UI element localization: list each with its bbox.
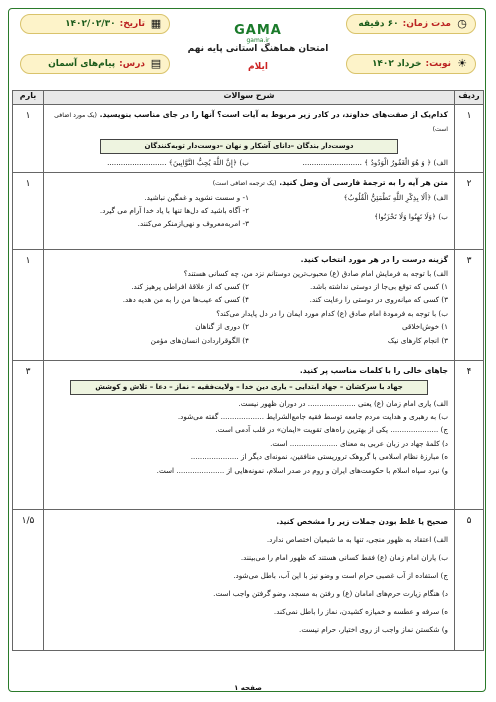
question-score: ۱	[13, 105, 44, 173]
option-4: ۴) الگوقراردادن انسان‌های مؤمن	[150, 335, 249, 345]
item-f: و) نبرد سپاه اسلام با حکومت‌های ایران و روم در صدر اسلام، نمونه‌هایی از ..................... است.	[156, 465, 448, 475]
duration-pill	[346, 14, 476, 34]
option-1: ۱) خوش‌اخلاقی	[401, 322, 448, 332]
option-3: ۳) انجام کارهای نیک	[387, 335, 448, 345]
subject-value: پیام‌های آسمان	[48, 59, 116, 69]
translation-1: ۱- و سست نشوید و غمگین نباشید.	[144, 192, 249, 202]
question-note: (یک ترجمه اضافی است)	[212, 180, 277, 188]
item-e: ه) سرفه و عطسه و خمیازه کشیدن، نماز را باطل نمی‌کند.	[273, 607, 448, 617]
exam-title: امتحان هماهنگ استانی پایه نهم	[187, 44, 329, 54]
translation-2: ۲- آگاه باشید که دل‌ها تنها با یاد خدا آرام می گیرد.	[99, 206, 249, 216]
question-number: ۳	[455, 250, 484, 361]
question-row-4	[13, 361, 484, 510]
exam-header	[10, 10, 486, 80]
question-score: ۱/۵	[13, 510, 44, 651]
calendar-icon: ▦	[150, 17, 162, 30]
date-value: ۱۴۰۲/۰۲/۳۰	[65, 19, 116, 29]
duration-value: ۶۰ دقیقه	[358, 19, 399, 29]
item-c: ج) استفاده از آب غصبی حرام است و وضو نیز با این آب، باطل می‌شود.	[233, 571, 448, 581]
question-body	[44, 510, 455, 651]
option-2: ۲) کسی که از علاقهٔ افراطی پرهیز کند.	[131, 282, 249, 292]
word-box: جهاد با سرکشان – جهاد ابتدایی – یاری دین خدا – ولایت‌فقیه – نماز – دعا – تلاش و کوشش	[70, 380, 428, 395]
question-number: ۵	[455, 510, 484, 651]
item-b: ب) یاران امام زمان (ع) فقط کسانی هستند که ظهور امام را می‌بینند.	[240, 553, 448, 563]
subject-pill	[20, 54, 170, 74]
question-row-5	[13, 510, 484, 651]
item-a: الف) اعتقاد به ظهور منجی، تنها به ما شیعیان اختصاص ندارد.	[266, 535, 448, 545]
options-row	[50, 334, 448, 347]
question-title: صحیح یا غلط بودن جملات زیر را مشخص کنید.	[276, 517, 448, 527]
question-number: ۴	[455, 361, 484, 510]
col-row-header: ردیف	[455, 91, 484, 105]
option-2: ۲) دوری از گناهان	[195, 322, 249, 332]
question-title	[50, 108, 448, 137]
col-desc-header: شرح سوالات	[44, 91, 455, 105]
answer-row	[50, 156, 448, 169]
item-d: د) کلمهٔ جهاد در زبان عربی به معنای ..................... است.	[270, 438, 448, 448]
verse-b: ب) ﴿وَلَا تَهِنُوا وَلَا تَحْزَنُوا﴾	[374, 212, 448, 222]
question-number: ۲	[455, 173, 484, 250]
question-score: ۱	[13, 250, 44, 361]
question-score: ۳	[13, 361, 44, 510]
sun-icon: ☀	[457, 57, 467, 70]
date-pill	[20, 14, 170, 34]
province-name: ایلام	[248, 62, 268, 72]
page-footer: صفحه ۱	[234, 684, 262, 692]
turn-label: نوبت:	[425, 59, 451, 69]
gama-logo	[218, 24, 298, 42]
question-title: گزینه درست را در هر مورد انتخاب کنید.	[300, 255, 448, 265]
question-row-2	[13, 173, 484, 250]
item-b: ب) با توجه به فرمودهٔ امام صادق (ع) کدام مورد ایمان را در دل پایدار می‌کند؟	[216, 308, 448, 318]
verses-col	[249, 191, 448, 231]
item-d: د) هنگام زیارت حرم‌های امامان (ع) و رفتن به مسجد، وضو گرفتن واجب است.	[213, 589, 448, 599]
translation-3: ۳- امربه‌معروف و نهی‌ازمنکر می‌کنند.	[137, 219, 249, 229]
option-3: ۳) کسی که میانه‌روی در دوستی را رعایت کند.	[309, 295, 448, 305]
question-row-3	[13, 250, 484, 361]
option-4: ۴) کسی که عیب‌ها من را به من هدیه دهد.	[122, 295, 249, 305]
books-icon: ▤	[150, 57, 162, 70]
question-number: ۱	[455, 105, 484, 173]
question-note: (یک مورد اضافی است)	[54, 112, 448, 134]
logo-sub: gama.ir	[246, 37, 270, 44]
questions-table	[12, 90, 484, 651]
question-text: متن هر آیه را به ترجمهٔ فارسی آن وصل کنید.	[279, 178, 448, 188]
table-header-row	[13, 91, 484, 105]
item-b: ب) به رهبری و هدایت مردم جامعه توسط فقیه جامع‌الشرایط ................... گفته می‌شود.	[177, 412, 448, 422]
verse-a: الف) ﴿أَلَا بِذِكْرِ اللَّهِ تَطْمَئِنُّ الْقُلُوبُ﴾	[343, 192, 448, 202]
question-title: جاهای خالی را با کلمات مناسب پر کنید.	[299, 366, 448, 376]
col-score-header: بارم	[13, 91, 44, 105]
question-score: ۱	[13, 173, 44, 250]
question-body	[44, 250, 455, 361]
item-e: ه) مبارزهٔ نظام اسلامی با گروهک تروریستی منافقین، نمونه‌ای دیگر از .....................	[190, 452, 448, 462]
item-a: الف) ﴿ وَ هُوَ الْغَفُورُ الْوَدُودُ ﴾ ..........................	[302, 157, 448, 167]
question-text: کدام‌یک از صفت‌های خداوند، در کادر زیر مربوط به آیات است؟ آنها را در جای مناسب بنویسید.	[99, 110, 448, 119]
clock-icon: ◷	[457, 17, 467, 30]
question-row-1	[13, 105, 484, 173]
options-row	[50, 320, 448, 333]
subject-label: درس:	[119, 59, 145, 69]
option-1: ۱) کسی که توقع بی‌جا از دوستی نداشته باشد.	[309, 282, 448, 292]
item-f: و) شکستن نماز واجب از روی اختیار، حرام نیست.	[299, 625, 448, 635]
options-row	[50, 293, 448, 306]
question-body	[44, 173, 455, 250]
question-title	[50, 176, 448, 190]
duration-label: مدت زمان:	[402, 19, 451, 29]
item-c: ج) ..................... یکی از بهترین راه‌های تقویت «ایمان» در قلب آدمی است.	[215, 425, 448, 435]
item-a: الف) یاری امام زمان (ع) یعنی ..................... در دوران ظهور نیست.	[238, 398, 448, 408]
turn-pill	[346, 54, 476, 74]
options-row	[50, 280, 448, 293]
date-label: تاریخ:	[119, 19, 145, 29]
question-body	[44, 361, 455, 510]
question-body	[44, 105, 455, 173]
match-row	[50, 191, 448, 231]
item-a: الف) با توجه به فرمایش امام صادق (ع) محبوب‌ترین دوستانم نزد من، چه کسانی هستند؟	[183, 268, 448, 278]
item-b: ب) ﴿إِنَّ اللَّهَ يُحِبُّ التَّوَّابِينَ﴾ ..........................	[107, 157, 249, 167]
logo-text: GAMA	[234, 23, 282, 38]
translations-col	[50, 191, 249, 231]
word-box: دوست‌دار بندگان –دانای آشکار و نهان –دوست‌دار توبه‌کنندگان	[100, 139, 398, 154]
turn-value: خرداد ۱۴۰۲	[371, 59, 422, 69]
